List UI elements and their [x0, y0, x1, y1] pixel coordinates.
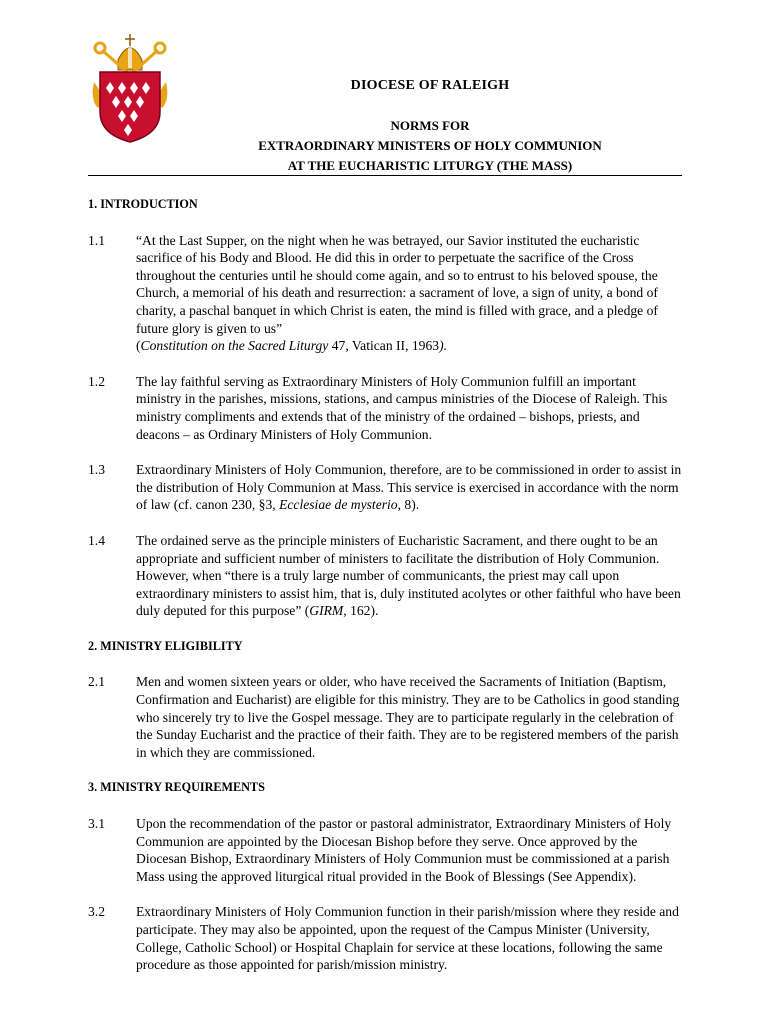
citation-title: Ecclesiae de mysterio	[279, 497, 398, 513]
subtitle-line-2: EXTRAORDINARY MINISTERS OF HOLY COMMUNION	[258, 138, 602, 153]
paragraph-text: Upon the recommendation of the pastor or pastoral administrator, Extraordinary Ministers of Holy Communion are appointed by the Diocesan Bishop before they serve. Once approved by the Diocesan Bishop, Extraordinary Ministers of Holy Communion must be commissioned at a parish Mass using the approved liturgical ritual provided in the Book of Blessings (See Appendix).	[136, 816, 672, 884]
paragraph-text	[136, 232, 682, 355]
paragraph-text: Extraordinary Ministers of Holy Communion function in their parish/mission where they reside and participate. They may also be appointed, upon the request of the Campus Minister (University, College, Catholic School) or Hospital Chaplain for service at these locations, following the same procedure as those appointed for parish/mission ministry.	[136, 904, 679, 973]
section-heading-ministry-eligibility: 2. MINISTRY ELIGIBILITY	[88, 638, 243, 653]
paragraph-text	[136, 532, 682, 620]
paragraph-number: 3.1	[88, 816, 105, 832]
section-heading-ministry-requirements: 3. MINISTRY REQUIREMENTS	[88, 780, 265, 795]
document-subtitle	[200, 116, 660, 176]
paragraph-text-main: Extraordinary Ministers of Holy Communion, therefore, are to be commissioned in order to assist in the distribution of Holy Communion at Mass. This service is exercised in accordance with the norm of law (cf. canon 230, §3,	[136, 462, 682, 513]
header-divider	[88, 175, 682, 176]
subtitle-line-3: AT THE EUCHARISTIC LITURGY (THE MASS)	[287, 158, 573, 173]
paragraph-text	[136, 461, 682, 514]
section-heading-introduction: 1. INTRODUCTION	[88, 197, 198, 211]
citation-rest: 47, Vatican II, 1963	[328, 338, 440, 354]
paragraph-text-end: , 162).	[343, 603, 379, 619]
paragraph-number: 1.3	[88, 462, 105, 478]
paragraph-number: 1.2	[88, 373, 105, 389]
subtitle-line-1: NORMS FOR	[390, 118, 470, 133]
paragraph-1-2	[88, 373, 682, 443]
diocese-coat-of-arms-icon	[88, 30, 172, 144]
paragraph-number: 1.1	[88, 232, 105, 248]
paragraph-1-4	[88, 532, 682, 620]
paragraph-text-main: The ordained serve as the principle ministers of Eucharistic Sacrament, and there ought to be an appropriate and sufficient number of ministers to facilitate the distribution of Holy Communion. However, when “there is a truly large number of communicants, the priest may call upon extraordinary ministers to assist him, that is, duly instituted acolytes or other faithful who have been duly deputed for this purpose” (	[136, 532, 681, 619]
paragraph-text-end: , 8).	[397, 497, 420, 513]
paragraph-2-1	[88, 673, 682, 761]
paragraph-number: 3.2	[88, 904, 105, 920]
citation-title: GIRM	[309, 603, 344, 619]
document-title: DIOCESE OF RALEIGH	[350, 78, 510, 93]
citation-title: Constitution on the Sacred Liturgy	[140, 338, 329, 354]
paragraph-3-1	[88, 815, 682, 885]
cite-close: ).	[439, 338, 448, 354]
document-body	[88, 196, 682, 992]
paragraph-1-1	[88, 232, 682, 355]
paragraph-1-3	[88, 461, 682, 514]
paragraph-number: 1.4	[88, 532, 105, 548]
cite-open: (	[136, 338, 141, 354]
quote-text: “At the Last Supper, on the night when he was betrayed, our Savior instituted the eucharistic sacrifice of his Body and Blood. He did this in order to perpetuate the sacrifice of the Cross throughout the centuries until he should come again, and so to entrust to his beloved spouse, the Church, a memorial of his death and resurrection: a sacrament of love, a sign of unity, a bond of charity, a paschal banquet in which Christ is eaten, the mind is filled with grace, and a pledge of future glory is given to us”	[136, 232, 658, 336]
paragraph-text: Men and women sixteen years or older, who have received the Sacraments of Initiation (Baptism, Confirmation and Eucharist) are eligible for this ministry. They are to be Catholics in good standing who sincerely try to live the Gospel message. They are to participate regularly in the celebration of the Sunday Eucharist and the practice of their faith. They are to be registered members of the parish in which they are commissioned.	[136, 674, 680, 760]
paragraph-number: 2.1	[88, 674, 105, 690]
document-header	[200, 78, 660, 176]
paragraph-text: The lay faithful serving as Extraordinary Ministers of Holy Communion fulfill an important ministry in the parishes, missions, stations, and campus ministries of the Diocese of Raleigh. This ministry compliments and extends that of the ministry of the ordained – bishops, priests, and deacons – as Ordinary Ministers of Holy Communion.	[136, 373, 668, 442]
paragraph-3-2	[88, 903, 682, 973]
